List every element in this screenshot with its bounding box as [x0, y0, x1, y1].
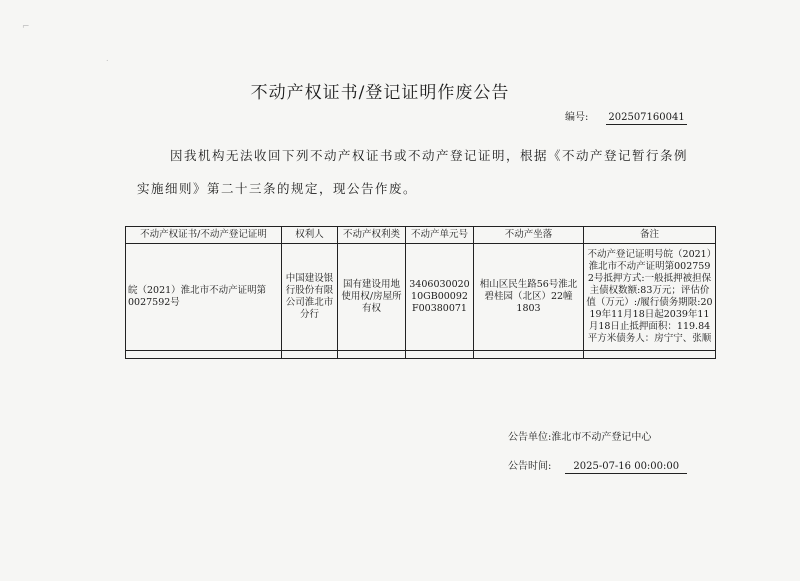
- empty-cell: [338, 351, 406, 359]
- cell-certificate: 皖（2021）淮北市不动产证明第0027592号: [126, 244, 282, 351]
- certificate-table: [125, 226, 716, 359]
- serial-number: [565, 108, 687, 125]
- cell-right-type: 国有建设用地使用权/房屋所有权: [338, 244, 406, 351]
- table-header-row: [126, 227, 716, 244]
- empty-cell: [126, 351, 282, 359]
- page-title: 不动产权证书/登记证明作废公告: [250, 83, 510, 103]
- header-remarks: 备注: [584, 227, 716, 244]
- empty-cell: [282, 351, 338, 359]
- time-value: 2025-07-16 00:00:00: [565, 461, 687, 474]
- header-right-holder: 权利人: [282, 227, 338, 244]
- header-unit-number: 不动产单元号: [406, 227, 474, 244]
- header-certificate: 不动产权证书/不动产登记证明: [126, 227, 282, 244]
- empty-cell: [584, 351, 716, 359]
- unit-value: 淮北市不动产登记中心: [551, 432, 652, 443]
- cell-remarks: 不动产登记证明号皖（2021）淮北市不动产证明第0027592号抵押方式:一般抵押被担保主债权数额:83万元；评估价值（万元）:/履行债务期限:2019年11月18日起2039年11月18日止抵押面积：119.84平方米债务人：房宁宁、张顺: [584, 244, 716, 351]
- serial-label: 编号:: [565, 112, 589, 123]
- body-paragraph-line-1: 因我机构无法收回下列不动产权证书或不动产登记证明，根据《不动产登记暂行条例: [170, 148, 689, 163]
- table-empty-row: [126, 351, 716, 359]
- announcement-time: [508, 457, 687, 474]
- time-label: 公告时间:: [508, 461, 552, 472]
- cell-right-holder: 中国建设银行股份有限公司淮北市分行: [282, 244, 338, 351]
- scan-mark: ˙: [105, 60, 110, 70]
- cell-location: 相山区民生路56号淮北碧桂园（北区）22幢1803: [474, 244, 584, 351]
- serial-value: 202507160041: [608, 112, 685, 123]
- table-row: [126, 244, 716, 351]
- cell-unit-number: 340603002010GB00092F00380071: [406, 244, 474, 351]
- empty-cell: [406, 351, 474, 359]
- header-right-type: 不动产权利类: [338, 227, 406, 244]
- announcing-unit: [508, 428, 651, 443]
- body-paragraph-line-2: 实施细则》第二十三条的规定，现公告作废。: [137, 181, 418, 196]
- unit-label: 公告单位:: [508, 432, 552, 443]
- empty-cell: [474, 351, 584, 359]
- scan-mark: ⌐: [22, 22, 30, 32]
- header-location: 不动产坐落: [474, 227, 584, 244]
